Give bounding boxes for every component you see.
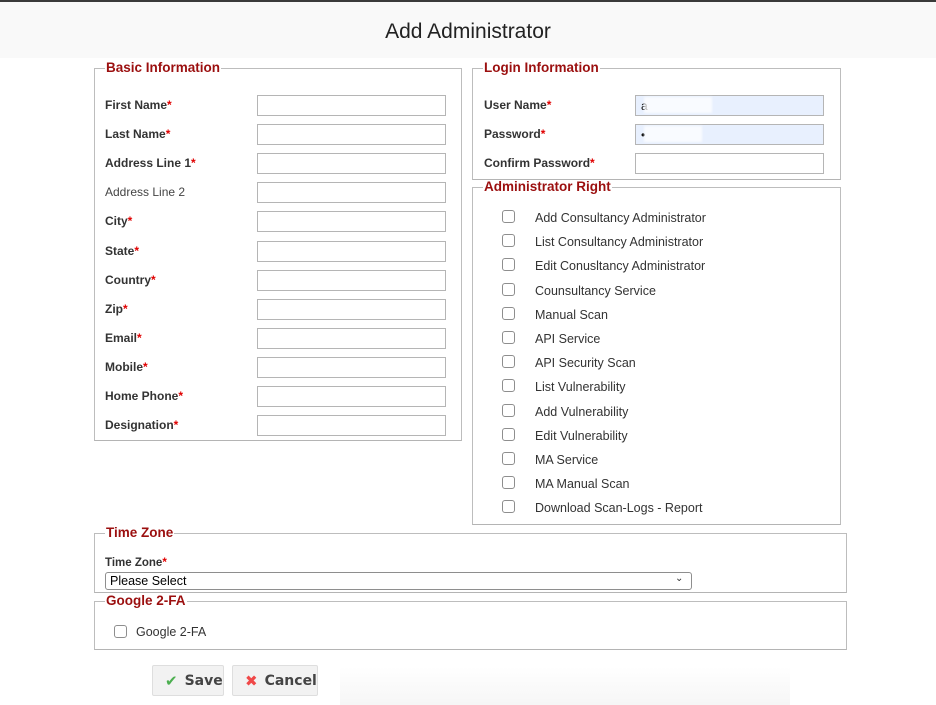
first-name-input[interactable] [257, 95, 446, 116]
redaction-blur [644, 126, 702, 142]
administrator-right-checkbox[interactable] [502, 404, 515, 417]
administrator-right-label: List Consultancy Administrator [535, 235, 704, 250]
field-label [105, 273, 156, 287]
administrator-right-label: Add Vulnerability [535, 404, 629, 419]
basic-info-row [105, 415, 455, 437]
administrator-right-item [473, 428, 833, 452]
basic-info-row [105, 124, 455, 146]
field-label-text: Zip [105, 301, 123, 316]
administrator-right-label: Edit Conusltancy Administrator [535, 259, 706, 274]
cancel-button-label: Cancel [264, 672, 317, 689]
time-zone-section [94, 526, 847, 593]
administrator-right-item [473, 331, 833, 355]
required-marker: * [127, 214, 133, 229]
login-info-row [484, 124, 834, 146]
administrator-right-checkbox[interactable] [502, 234, 515, 247]
field-label [484, 156, 595, 170]
basic-info-row [105, 182, 455, 204]
administrator-right-item [473, 210, 833, 234]
basic-info-row [105, 357, 455, 379]
login-info-row [484, 153, 834, 175]
administrator-right-label: List Vulnerability [535, 380, 626, 395]
field-label [105, 244, 139, 258]
basic-info-row [105, 211, 455, 233]
required-marker: * [540, 127, 546, 141]
basic-info-row [105, 241, 455, 263]
administrator-right-checkbox[interactable] [502, 500, 515, 513]
administrator-right-label: API Service [535, 332, 601, 346]
field-label-text: Address Line 2 [105, 185, 186, 200]
state-input[interactable] [257, 241, 446, 262]
field-label [105, 156, 196, 170]
field-label [105, 302, 128, 316]
administrator-right-item [473, 452, 833, 476]
administrator-right-item [473, 500, 833, 524]
address-line-1-input[interactable] [257, 153, 446, 174]
field-label-text: First Name [105, 98, 168, 112]
administrator-right-checkbox[interactable] [502, 210, 515, 223]
designation-input[interactable] [257, 415, 446, 436]
chevron-down-icon: ⌄ [675, 573, 684, 584]
time-zone-legend: Time Zone [106, 525, 174, 540]
administrator-right-item [473, 258, 833, 282]
field-label-text: Address Line 1 [105, 156, 192, 171]
administrator-right-item [473, 379, 833, 403]
administrator-right-section [472, 180, 841, 525]
time-zone-select[interactable] [105, 572, 692, 590]
login-information-legend: Login Information [484, 60, 599, 75]
google-2fa-section [94, 594, 847, 650]
required-marker: * [143, 359, 148, 374]
administrator-right-item [473, 355, 833, 379]
redaction-blur [644, 97, 712, 113]
basic-information-section [94, 61, 462, 441]
administrator-right-label: Add Consultancy Administrator [535, 211, 706, 225]
administrator-right-checkbox[interactable] [502, 355, 515, 368]
administrator-right-label: Edit Vulnerability [535, 428, 628, 443]
required-marker: * [151, 272, 156, 287]
cancel-button[interactable] [232, 665, 318, 696]
zip-input[interactable] [257, 299, 446, 320]
field-label-text: City [105, 214, 128, 229]
basic-info-row [105, 386, 455, 408]
basic-info-row [105, 299, 455, 321]
field-label [484, 127, 545, 141]
administrator-right-item [473, 307, 833, 331]
required-marker: * [165, 127, 171, 142]
checkmark-icon: ✔ [165, 671, 178, 690]
field-label-text: Confirm Password [484, 156, 591, 170]
required-marker: * [546, 98, 552, 112]
last-name-input[interactable] [257, 124, 446, 145]
required-marker: * [134, 243, 140, 258]
administrator-right-label: MA Service [535, 453, 599, 467]
country-input[interactable] [257, 270, 446, 291]
field-label-text: Email [105, 330, 138, 345]
google-2fa-label: Google 2-FA [136, 625, 207, 639]
administrator-right-checkbox[interactable] [502, 476, 515, 489]
field-label-text: Mobile [105, 359, 143, 374]
administrator-right-item [473, 234, 833, 258]
field-label [105, 98, 172, 112]
field-label-text: Password [484, 127, 541, 141]
time-zone-label [105, 557, 167, 569]
page-title: Add Administrator [385, 20, 551, 43]
field-label [484, 98, 551, 112]
administrator-right-label: Manual Scan [535, 307, 608, 322]
field-label [105, 331, 142, 345]
save-button-label: Save [184, 672, 223, 689]
administrator-right-item [473, 476, 833, 500]
field-label [105, 418, 178, 432]
address-line-2-input[interactable] [257, 182, 446, 203]
administrator-right-item [473, 404, 833, 428]
administrator-right-legend: Administrator Right [484, 179, 611, 194]
field-label-text: Home Phone [105, 389, 179, 403]
login-info-row [484, 95, 834, 117]
field-label [105, 389, 183, 403]
field-label [105, 360, 148, 374]
administrator-right-label: API Security Scan [535, 356, 636, 371]
field-label [105, 185, 185, 199]
x-icon: ✖ [245, 671, 258, 690]
administrator-right-checkbox[interactable] [502, 283, 515, 296]
basic-info-row [105, 153, 455, 175]
email-input[interactable] [257, 328, 446, 349]
administrator-right-checkbox[interactable] [502, 452, 515, 465]
field-label [105, 127, 170, 141]
home-phone-input[interactable] [257, 386, 446, 407]
administrator-right-label: MA Manual Scan [535, 477, 630, 492]
login-information-section [472, 61, 841, 180]
city-input[interactable] [257, 211, 446, 232]
save-button[interactable] [152, 665, 224, 696]
administrator-right-checkbox[interactable] [502, 307, 515, 320]
administrator-right-checkbox[interactable] [502, 379, 515, 392]
required-marker: * [173, 418, 179, 433]
required-marker: * [162, 557, 167, 569]
basic-info-row [105, 270, 455, 292]
field-label-text: Designation [105, 418, 174, 433]
confirm-password-input[interactable] [635, 153, 824, 174]
field-label-text: Last Name [105, 127, 166, 142]
field-label [105, 214, 132, 228]
administrator-right-checkbox[interactable] [502, 258, 515, 271]
time-zone-label-text: Time Zone [105, 557, 163, 569]
required-marker: * [590, 156, 595, 170]
basic-information-legend: Basic Information [106, 60, 221, 75]
administrator-right-label: Counsultancy Service [535, 283, 656, 298]
field-label-text: User Name [484, 98, 547, 112]
bottom-shade [340, 667, 790, 705]
required-marker: * [137, 330, 142, 345]
required-marker: * [191, 156, 196, 171]
field-label-text: Country [105, 272, 151, 287]
google-2fa-legend: Google 2-FA [106, 593, 186, 608]
basic-info-row [105, 95, 455, 117]
administrator-right-checkbox[interactable] [502, 428, 515, 441]
mobile-input[interactable] [257, 357, 446, 378]
administrator-right-item [473, 283, 833, 307]
administrator-right-label: Download Scan-Logs - Report [535, 501, 703, 516]
field-label-text: State [105, 243, 135, 258]
required-marker: * [178, 389, 184, 403]
google-2fa-checkbox[interactable] [114, 625, 127, 638]
basic-info-row [105, 328, 455, 350]
administrator-right-checkbox[interactable] [502, 331, 515, 344]
required-marker: * [123, 301, 128, 316]
required-marker: * [167, 98, 172, 112]
